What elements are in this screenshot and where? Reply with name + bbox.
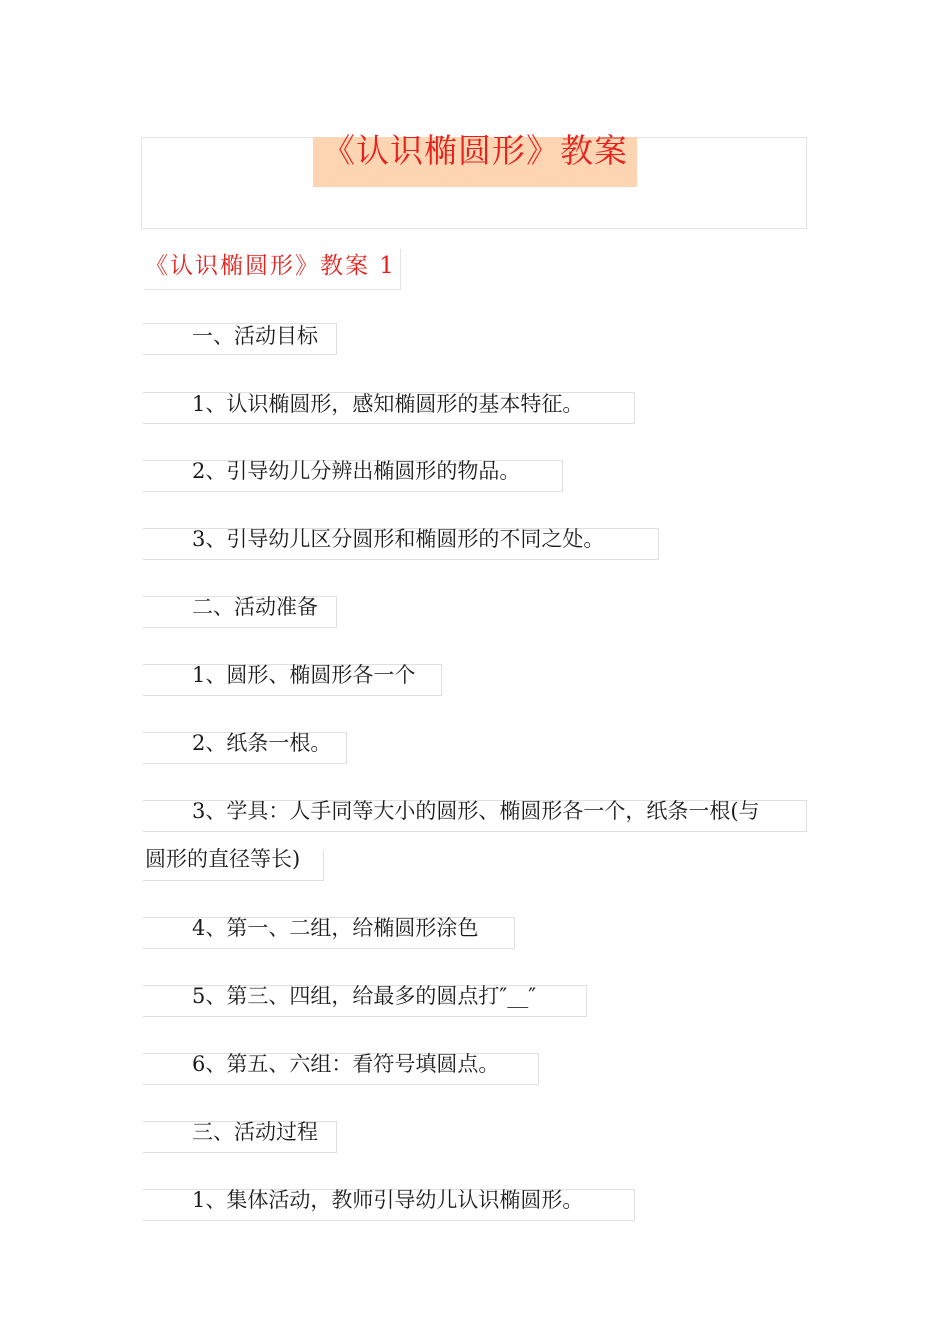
heading-process: 三、活动过程 (192, 1120, 318, 1144)
objective-item: 2、引导幼儿分辨出椭圆形的物品。 (192, 459, 521, 483)
heading-preparation: 二、活动准备 (192, 595, 318, 619)
preparation-item: 1、圆形、椭圆形各一个 (192, 663, 416, 687)
process-item: 1、集体活动，教师引导幼儿认识椭圆形。 (192, 1188, 584, 1212)
preparation-item: 2、纸条一根。 (192, 731, 332, 755)
heading-objectives: 一、活动目标 (192, 324, 318, 348)
preparation-item: 5、第三、四组，给最多的圆点打″__″ (192, 984, 537, 1008)
section-title: 《认识椭圆形》教案 1 (145, 249, 401, 290)
objective-item: 1、认识椭圆形，感知椭圆形的基本特征。 (192, 392, 584, 416)
objective-item: 3、引导幼儿区分圆形和椭圆形的不同之处。 (192, 527, 605, 551)
preparation-item: 3、学具：人手同等大小的圆形、椭圆形各一个，纸条一根(与 (192, 799, 760, 823)
preparation-item-continued: 圆形的直径等长) (145, 847, 301, 871)
preparation-item: 4、第一、二组，给椭圆形涂色 (192, 916, 479, 940)
main-title: 《认识椭圆形》教案 (322, 131, 628, 170)
preparation-item: 6、第五、六组：看符号填圆点。 (192, 1052, 500, 1076)
